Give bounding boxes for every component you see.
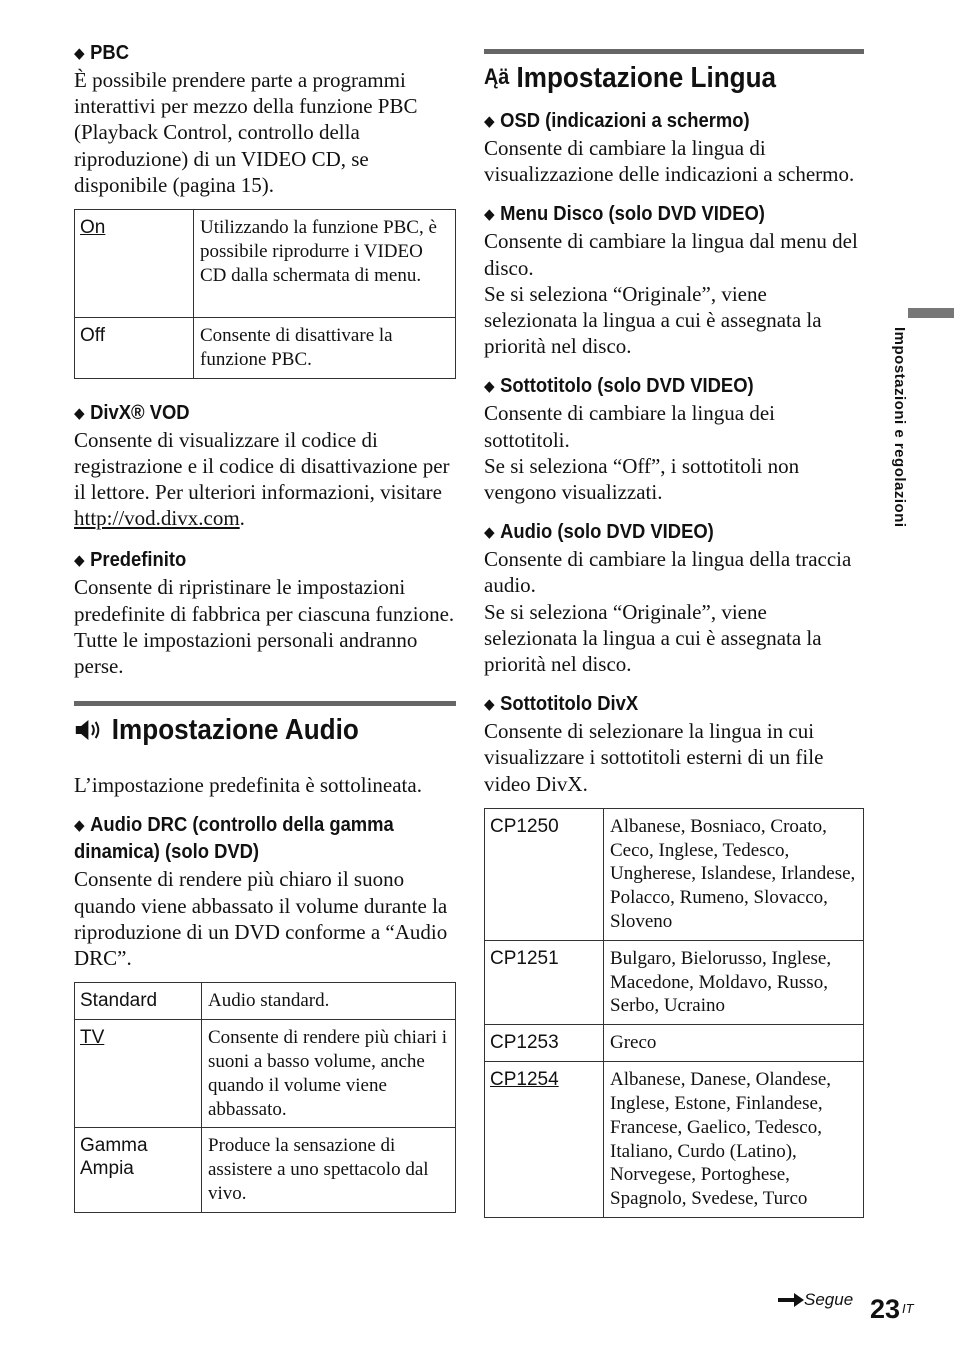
predefinito-heading: ◆ Predefinito: [74, 547, 425, 574]
audio-lang-heading: ◆ Audio (solo DVD VIDEO): [484, 519, 834, 546]
segue-label: Segue: [804, 1290, 854, 1309]
page-number: 23: [870, 1294, 901, 1324]
left-column: [74, 40, 456, 1213]
pbc-table: [74, 209, 456, 379]
table-row: [75, 983, 456, 1020]
diamond-bullet-icon: ◆: [74, 45, 85, 62]
menu-disco-heading: ◆ Menu Disco (solo DVD VIDEO): [484, 201, 834, 228]
language-icon: Ąä: [484, 64, 510, 89]
diamond-bullet-icon: ◆: [484, 378, 495, 396]
table-row: [75, 1128, 456, 1212]
option-value: Albanese, Danese, Olandese, Inglese, Estone, Finlandese, Francese, Gaelico, Tedesco, Italiano, Curdo (Latino), Norvegese, Portoghese, Spagnolo, Svedese, Turco: [604, 1062, 864, 1218]
table-row: [485, 808, 864, 940]
diamond-bullet-icon: ◆: [484, 696, 495, 714]
drc-heading: ◆ Audio DRC (controllo della gamma dinamica) (solo DVD): [74, 814, 394, 864]
osd-text: Consente di cambiare la lingua di visualizzazione delle indicazioni a schermo.: [484, 136, 855, 187]
option-key: CP1254: [490, 1069, 559, 1091]
page-lang: IT: [902, 1301, 914, 1316]
option-key: CP1250: [485, 808, 604, 940]
pbc-text: È possibile prendere parte a programmi interattivi per mezzo della funzione PBC (Playback Control, controllo della riproduzione) di un VIDEO CD, se disponibile (pagina 15).: [74, 68, 418, 197]
audio-section-title: Impostazione Audio: [74, 712, 418, 752]
language-section: [484, 49, 864, 1218]
table-row: [75, 1020, 456, 1128]
option-key: CP1251: [485, 940, 604, 1024]
sottotitolo-divx-text: Consente di selezionare la lingua in cui visualizzare i sottotitoli esterni di un file video DivX.: [484, 719, 824, 796]
drc-text: Consente di rendere più chiaro il suono quando viene abbassato il volume durante la riproduzione di un DVD conforme a “Audio DRC”.: [74, 867, 448, 971]
diamond-bullet-icon: ◆: [484, 113, 495, 130]
predefinito-text: Consente di ripristinare le impostazioni predefinite di fabbrica per ciascuna funzione. Tutte le impostazioni personali andranno perse.: [74, 575, 455, 679]
table-row: [485, 1025, 864, 1062]
diamond-bullet-icon: ◆: [484, 206, 495, 224]
audio-intro: L’impostazione predefinita è sottolineata.: [74, 773, 422, 798]
divx-text: Consente di visualizzare il codice di registrazione e il codice di disattivazione per il lettore. Per ulteriori informazioni, visitare http://vod.divx.com.: [74, 427, 450, 531]
divx-codepage-table: [484, 808, 864, 1218]
audio-lang-text: Consente di cambiare la lingua della traccia audio.: [484, 547, 852, 598]
side-tab-marker: [908, 308, 954, 318]
option-value: Consente di disattivare la funzione PBC.: [194, 318, 456, 379]
pbc-heading: ◆ PBC: [74, 40, 425, 67]
diamond-bullet-icon: ◆: [484, 524, 495, 542]
option-value: Greco: [604, 1025, 864, 1062]
option-value: Consente di rendere più chiari i suoni a basso volume, anche quando il volume viene abbassato.: [202, 1020, 456, 1128]
option-value: Utilizzando la funzione PBC, è possibile riprodurre i VIDEO CD dalla schermata di menu.: [194, 210, 456, 318]
audio-lang-text-2: Se si seleziona “Originale”, viene selezionata la lingua a cui è assegnata la priorità nel disco.: [484, 599, 822, 677]
arrow-right-icon: [778, 1293, 804, 1312]
diamond-bullet-icon: ◆: [74, 552, 85, 570]
sottotitolo-heading: ◆ Sottotitolo (solo DVD VIDEO): [484, 373, 834, 400]
option-value: Albanese, Bosniaco, Croato, Ceco, Inglese, Tedesco, Ungherese, Islandese, Irlandese, Polacco, Rumeno, Slovacco, Sloveno: [604, 808, 864, 940]
sottotitolo-text-2: Se si seleziona “Off”, i sottotitoli non vengono visualizzati.: [484, 453, 800, 505]
option-key: Standard: [75, 983, 202, 1020]
option-key: TV: [80, 1027, 105, 1049]
menu-disco-text-2: Se si seleziona “Originale”, viene selezionata la lingua a cui è assegnata la priorità nel disco.: [484, 281, 822, 359]
table-row: [75, 210, 456, 318]
page-footer: [778, 1290, 928, 1330]
option-value: Audio standard.: [202, 983, 456, 1020]
speaker-icon: [74, 716, 105, 752]
option-value: Bulgaro, Bielorusso, Inglese, Macedone, Moldavo, Russo, Serbo, Ucraino: [604, 940, 864, 1024]
table-row: [485, 940, 864, 1024]
diamond-bullet-icon: ◆: [74, 817, 85, 835]
osd-heading: ◆ OSD (indicazioni a schermo): [484, 108, 834, 135]
option-key: Off: [75, 318, 194, 379]
right-column: [484, 49, 864, 1218]
table-row: [75, 318, 456, 379]
side-tab-label: Impostazioni e regolazioni: [891, 327, 908, 528]
diamond-bullet-icon: ◆: [74, 404, 85, 422]
option-key: On: [80, 217, 106, 239]
sottotitolo-divx-heading: ◆ Sottotitolo DivX: [484, 691, 834, 718]
option-key: Gamma Ampia: [75, 1128, 202, 1212]
drc-table: [74, 982, 456, 1213]
divx-link[interactable]: http://vod.divx.com: [74, 506, 240, 531]
menu-disco-text: Consente di cambiare la lingua dal menu del disco.: [484, 229, 858, 280]
language-section-title: Ąä Impostazione Lingua: [484, 62, 777, 94]
option-value: Produce la sensazione di assistere a uno spettacolo dal vivo.: [202, 1128, 456, 1212]
sottotitolo-text: Consente di cambiare la lingua dei sottotitoli.: [484, 401, 775, 452]
option-key: CP1253: [485, 1025, 604, 1062]
table-row: [485, 1062, 864, 1218]
divx-heading: ◆ DivX® VOD: [74, 400, 425, 427]
audio-section: [74, 701, 456, 1213]
